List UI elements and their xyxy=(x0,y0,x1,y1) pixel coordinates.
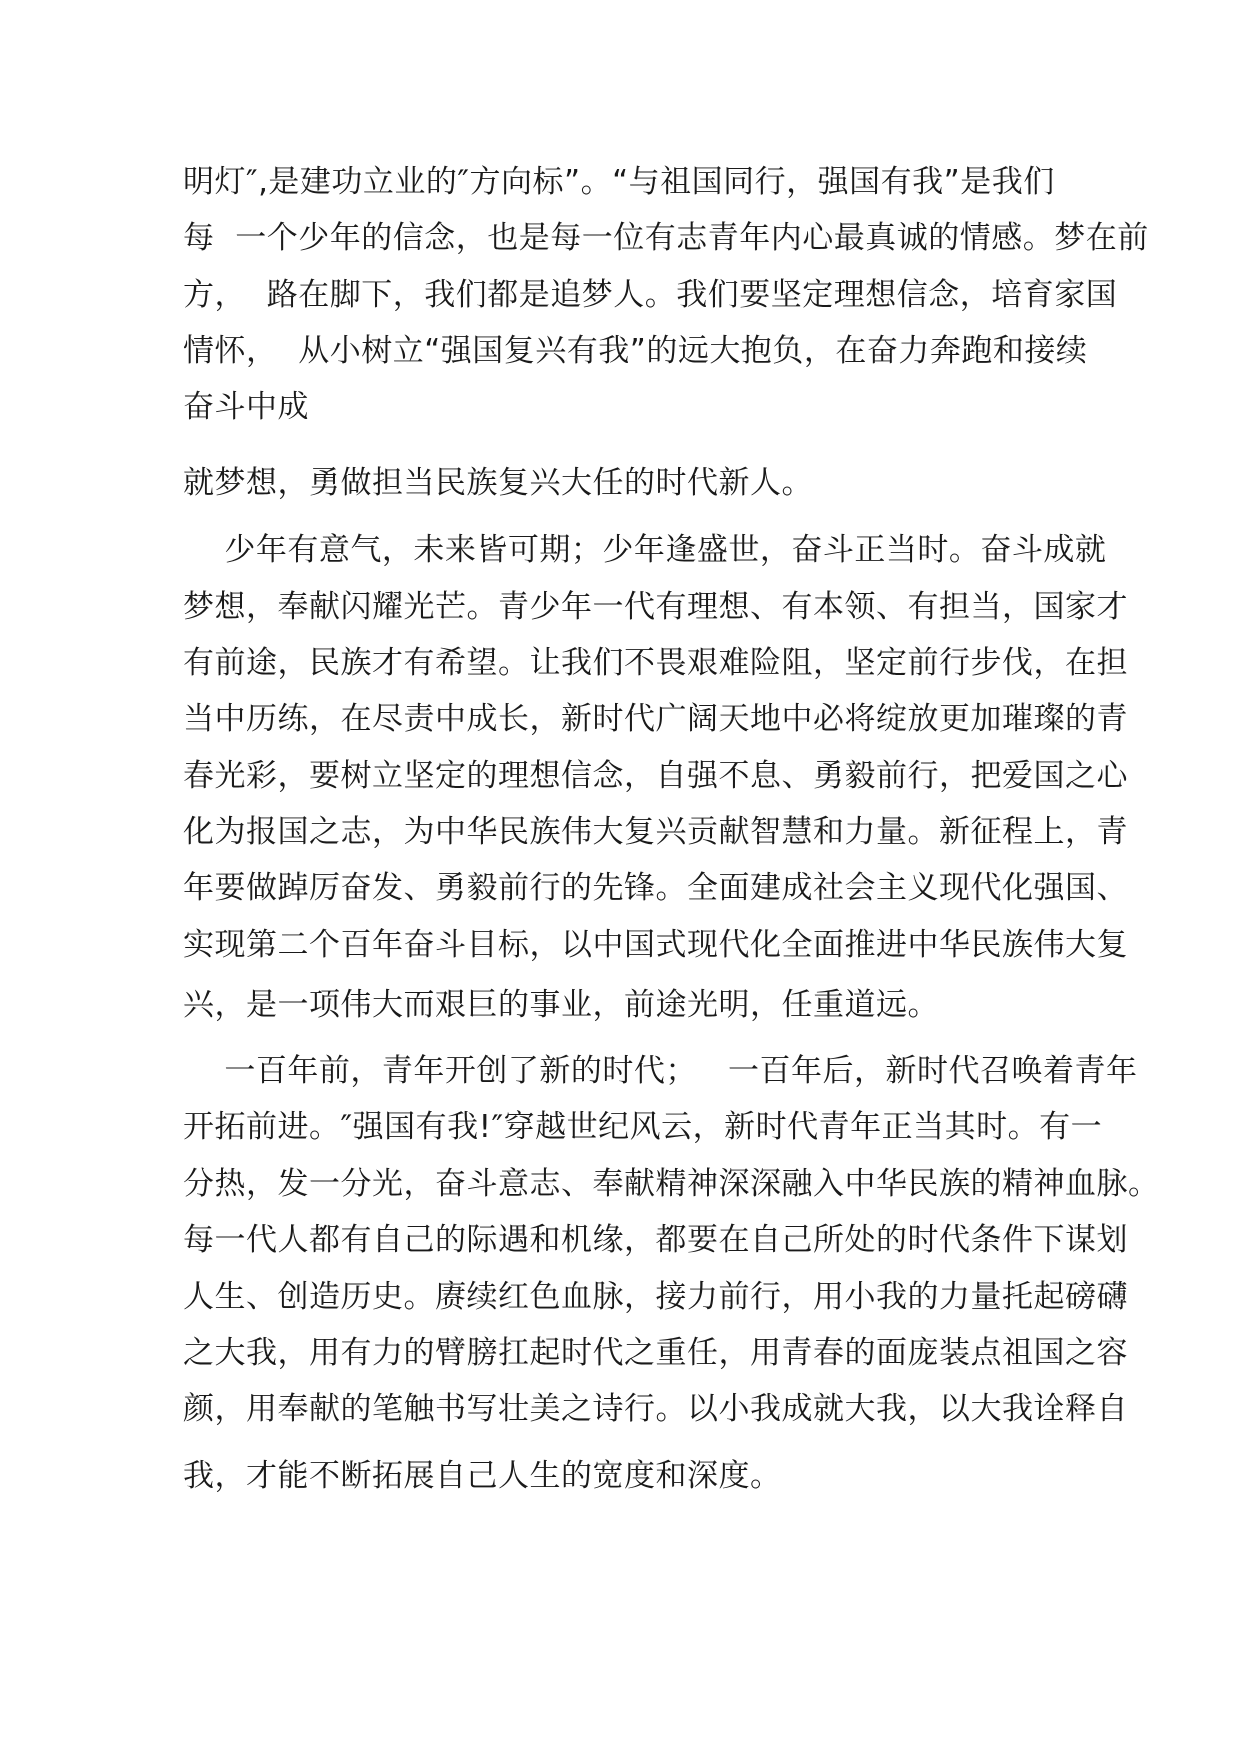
text-line: 有前途，民族才有希望。让我们不畏艰难险阻，坚定前行步伐，在担 xyxy=(183,645,1128,681)
paragraph-start-line: 一百年前，青年开创了新的时代； 一百年后，新时代召唤着青年 xyxy=(183,1053,1138,1089)
text-line: 人生、创造历史。赓续红色血脉，接力前行，用小我的力量托起磅礴 xyxy=(183,1279,1128,1315)
text-line: 颜，用奉献的笔触书写壮美之诗行。以小我成就大我，以大我诠释自 xyxy=(183,1391,1128,1427)
text-line: 春光彩，要树立坚定的理想信念，自强不息、勇毅前行，把爱国之心 xyxy=(183,758,1128,794)
text-line: 就梦想，勇做担当民族复兴大任的时代新人。 xyxy=(183,465,813,501)
text-line: 奋斗中成 xyxy=(183,389,309,425)
paragraph-start-line: 少年有意气，未来皆可期；少年逢盛世，奋斗正当时。奋斗成就 xyxy=(183,532,1107,568)
text-line: 明灯″,是建功立业的″方向标”。“与祖国同行，强国有我”是我们 xyxy=(183,164,1055,200)
text-line: 情怀， 从小树立“强国复兴有我”的远大抱负，在奋力奔跑和接续 xyxy=(183,333,1088,369)
text-line: 开拓前进。″强国有我!″穿越世纪风云，新时代青年正当其时。有一 xyxy=(183,1109,1103,1145)
text-line: 实现第二个百年奋斗目标，以中国式现代化全面推进中华民族伟大复 xyxy=(183,927,1128,963)
text-line: 方， 路在脚下，我们都是追梦人。我们要坚定理想信念，培育家国 xyxy=(183,277,1118,313)
text-line: 之大我，用有力的臂膀扛起时代之重任，用青春的面庞装点祖国之容 xyxy=(183,1335,1128,1371)
text-line: 兴，是一项伟大而艰巨的事业，前途光明，任重道远。 xyxy=(183,987,939,1023)
text-line: 我，才能不断拓展自己人生的宽度和深度。 xyxy=(183,1458,782,1494)
text-line: 每一代人都有自己的际遇和机缘，都要在自己所处的时代条件下谋划 xyxy=(183,1222,1128,1258)
text-line: 年要做踔厉奋发、勇毅前行的先锋。全面建成社会主义现代化强国、 xyxy=(183,870,1128,906)
text-line: 当中历练，在尽责中成长，新时代广阔天地中必将绽放更加璀璨的青 xyxy=(183,701,1128,737)
text-line: 每 一个少年的信念，也是每一位有志青年内心最真诚的情感。梦在前 xyxy=(183,220,1149,256)
text-line: 化为报国之志，为中华民族伟大复兴贡献智慧和力量。新征程上，青 xyxy=(183,814,1128,850)
text-line: 梦想，奉献闪耀光芒。青少年一代有理想、有本领、有担当，国家才 xyxy=(183,589,1128,625)
text-line: 分热，发一分光，奋斗意志、奉献精神深深融入中华民族的精神血脉。 xyxy=(183,1166,1160,1202)
